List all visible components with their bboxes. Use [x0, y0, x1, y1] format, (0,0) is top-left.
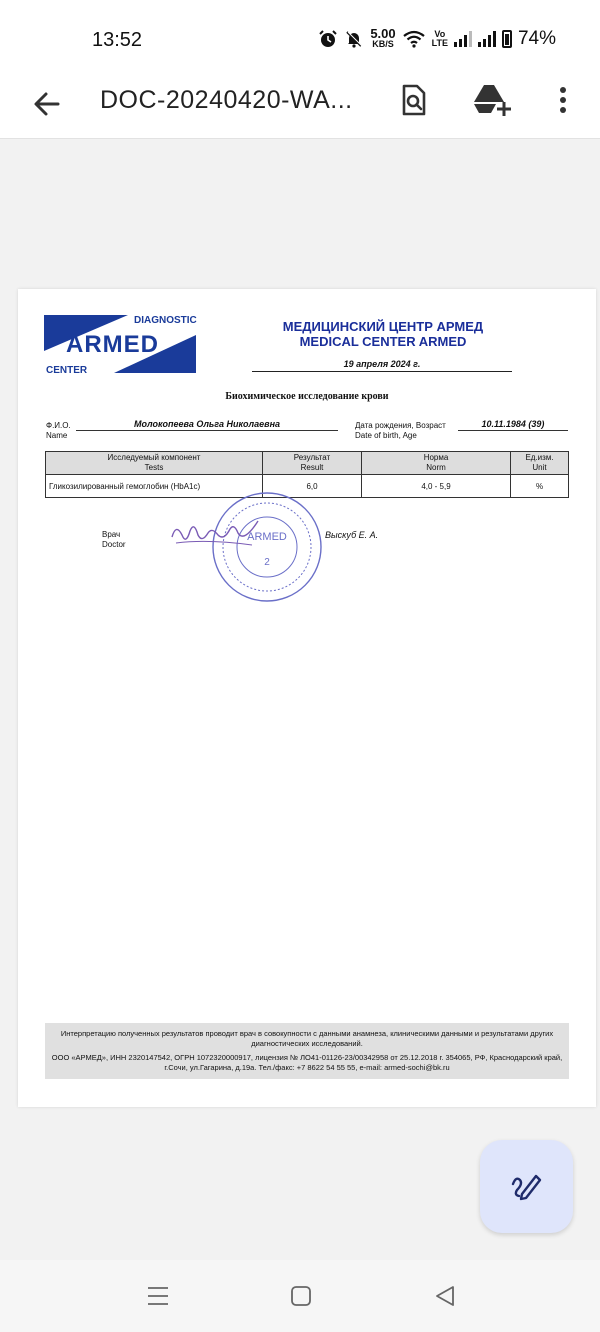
- footer-disclaimer: Интерпретацию полученных результатов проводит врач в совокупности с данными анамнеза, клиническими данными и результатами других диагностических исследований.: [60, 1029, 554, 1048]
- header-tests-en: Tests: [144, 463, 164, 472]
- annotate-fab-button[interactable]: [480, 1140, 573, 1233]
- header-unit-ru: Ед.изм.: [525, 453, 554, 462]
- doctor-name: Выскуб Е. А.: [325, 530, 379, 540]
- save-to-drive-icon[interactable]: [472, 82, 512, 118]
- cell-test: Гликозилированный гемоглобин (HbA1c): [46, 475, 263, 498]
- header-tests: [46, 452, 263, 475]
- home-icon[interactable]: [290, 1285, 312, 1307]
- header-norm-ru: Норма: [423, 453, 449, 462]
- dob-value: 10.11.1984 (39): [458, 419, 568, 431]
- logo-center-text: CENTER: [46, 365, 88, 376]
- logo-armed-text: ARMED: [66, 331, 159, 358]
- header-result-en: Result: [300, 463, 324, 472]
- status-bar: [0, 0, 600, 80]
- doctor-label-ru: Врач: [102, 530, 121, 539]
- center-name-ru: МЕДИЦИНСКИЙ ЦЕНТР АРМЕД: [282, 319, 484, 334]
- signature-icon: [168, 515, 263, 555]
- speed-value: 5.00: [370, 26, 396, 41]
- nav-back-icon[interactable]: [434, 1284, 456, 1308]
- document-footer: [45, 1023, 569, 1079]
- signal-icon-2: [478, 31, 496, 47]
- bell-muted-icon: [344, 29, 364, 49]
- app-bar: [0, 80, 600, 139]
- alarm-icon: [318, 29, 338, 49]
- battery-icon: [502, 30, 512, 48]
- document-date: 19 апреля 2024 г.: [252, 359, 512, 372]
- header-unit: [511, 452, 569, 475]
- stamp-text: ARMED: [247, 531, 287, 543]
- recents-menu-icon[interactable]: [146, 1284, 170, 1308]
- dob-label-en: Date of birth, Age: [355, 431, 417, 440]
- header-tests-ru: Исследуемый компонент: [107, 453, 201, 462]
- wifi-icon: [402, 29, 426, 49]
- header-unit-en: Unit: [532, 463, 547, 472]
- back-arrow-icon[interactable]: [28, 84, 68, 124]
- cell-norm: 4,0 - 5,9: [362, 475, 511, 498]
- header-result: [263, 452, 362, 475]
- volte-top: Vo: [434, 29, 446, 39]
- header-norm: [362, 452, 511, 475]
- logo-diagnostic-text: DIAGNOSTIC: [134, 315, 197, 326]
- navigation-bar: [0, 1260, 600, 1332]
- status-time: 13:52: [92, 29, 143, 51]
- footer-company-info: ООО «АРМЕД», ИНН 2320147542, ОГРН 1072320000917, лицензия № ЛО41-01126-23/00342958 от 25.12.2018 г. 354065, РФ, Краснодарский край, г.Сочи, ул.Гагарина, д.19а. Тел./факс: +7 8622 54 55 55, e-mail: armed-sochi@bk.ru: [51, 1053, 563, 1072]
- battery-percent: 74%: [517, 28, 556, 49]
- signal-icon: [454, 31, 472, 47]
- header-norm-en: Norm: [426, 463, 446, 472]
- document-heading: Биохимическое исследование крови: [225, 391, 389, 402]
- search-in-document-icon[interactable]: [396, 82, 432, 118]
- center-name-en: MEDICAL CENTER ARMED: [299, 334, 467, 349]
- name-label-en: Name: [46, 431, 68, 440]
- status-icons: [318, 28, 556, 50]
- document-title: DOC-20240420-WA...: [100, 86, 353, 114]
- pen-squiggle-icon: [510, 1170, 543, 1203]
- more-options-icon[interactable]: [553, 82, 573, 118]
- stamp-number: 2: [264, 557, 270, 568]
- name-label-ru: Ф.И.О.: [46, 421, 71, 430]
- doctor-label: [102, 530, 126, 550]
- cell-unit: %: [511, 475, 569, 498]
- table-header-row: [46, 452, 569, 475]
- speed-unit: KB/S: [372, 39, 394, 49]
- header-result-ru: Результат: [293, 453, 331, 462]
- volte-indicator: [432, 30, 448, 48]
- network-speed: [370, 26, 396, 49]
- volte-bottom: LTE: [431, 38, 448, 48]
- document-page[interactable]: [18, 289, 596, 1107]
- patient-name: Молокопеева Ольга Николаевна: [76, 419, 338, 431]
- armed-logo: [44, 313, 200, 379]
- dob-label-ru: Дата рождения, Возраст: [355, 421, 446, 430]
- doctor-label-en: Doctor: [102, 540, 126, 549]
- cell-result: 6,0: [263, 475, 362, 498]
